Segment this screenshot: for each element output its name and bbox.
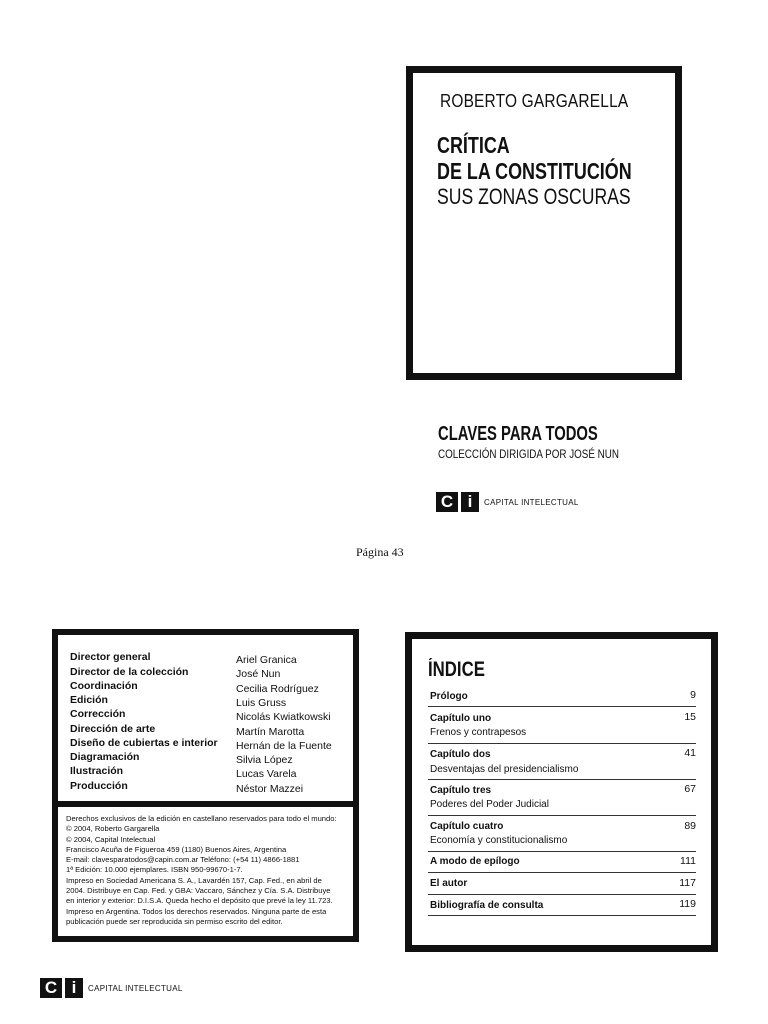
legal-line: 2004. Distribuye en Cap. Fed. y GBA: Vaccaro, Sánchez y Cía. S.A. Distribuye [66,886,331,896]
credit-name: Nicolás Kwiatkowski [236,711,331,723]
index-entry-title: Capítulo tres [430,785,492,796]
series-director: COLECCIÓN DIRIGIDA POR JOSÉ NUN [438,447,619,461]
book-title-line1: CRÍTICA [437,132,510,158]
publisher-logo-bottom [40,978,183,998]
legal-line: Impreso en Argentina. Todos los derechos reservados. Ninguna parte de esta [66,906,327,916]
legal-line: Derechos exclusivos de la edición en castellano reservados para todo el mundo: [66,814,337,823]
index-entry-title: Capítulo cuatro [430,821,504,832]
legal-line: E-mail: clavesparatodos@capin.com.ar Teléfono: (+54 11) 4866-1881 [66,855,300,865]
index-entry-subtitle: Poderes del Poder Judicial [430,799,549,810]
index-rule [428,779,696,780]
credits-divider [52,801,359,807]
index-entry-page: 15 [684,711,696,723]
index-rule [428,706,696,707]
index-rule [428,872,696,873]
legal-line: en interior y exterior: D.I.S.A. Queda hecho el depósito que prevé la ley 11.723. [66,896,333,906]
index-entry-subtitle: Economía y constitucionalismo [430,835,568,846]
credit-role: Director de la colección [70,666,189,678]
logo-c-mark: C [40,978,62,998]
legal-line: Francisco Acuña de Figueroa 459 (1180) Buenos Aires, Argentina [66,844,287,854]
page-number: Página 43 [356,545,404,559]
copyright-notice [66,814,356,927]
series-title: CLAVES PARA TODOS [438,423,598,445]
credit-name: Cecilia Rodríguez [236,683,319,695]
index-entry-title: A modo de epílogo [430,856,520,867]
publisher-name: CAPITAL INTELECTUAL [88,983,183,993]
book-subtitle: SUS ZONAS OSCURAS [437,184,631,209]
index-entry-subtitle: Desventajas del presidencialismo [430,764,579,775]
credit-name: Lucas Varela [236,768,297,780]
legal-line: © 2004, Roberto Gargarella [66,824,160,834]
index-entry-title: El autor [430,878,468,889]
index-entry-title: Capítulo uno [430,713,492,724]
logo-i-mark: i [65,978,83,998]
credit-role: Corrección [70,708,126,720]
index-entry-page: 111 [680,855,696,867]
credit-name: Luis Gruss [236,697,287,709]
index-rule [428,743,696,744]
index-rule [428,915,696,916]
index-entry-title: Prólogo [430,691,468,702]
index-rule [428,851,696,852]
credit-name: Martín Marotta [236,726,305,738]
index-title: ÍNDICE [428,658,485,681]
legal-line: publicación puede ser reproducida sin permiso escrito del editor. [66,916,283,926]
index-rule [428,894,696,895]
credit-role: Diseño de cubiertas e interior [70,737,218,749]
credit-name: José Nun [236,668,281,680]
credit-role: Dirección de arte [70,723,156,735]
credit-role: Edición [70,694,108,706]
legal-line: Impreso en Sociedad Americana S. A., Lavardén 157, Cap. Fed., en abril de [66,875,322,885]
book-author: ROBERTO GARGARELLA [440,91,629,111]
index-entry-title: Bibliografía de consulta [430,900,544,911]
index-entry-page: 41 [684,747,696,759]
index-entry-page: 119 [679,898,696,910]
publisher-name: CAPITAL INTELECTUAL [484,497,579,507]
index-rule [428,815,696,816]
book-title-line2: DE LA CONSTITUCIÓN [437,158,632,184]
publisher-logo [436,492,579,512]
legal-line: 1ª Edición: 10.000 ejemplares. ISBN 950-99670-1-7. [66,865,243,875]
index-entry-subtitle: Frenos y contrapesos [430,727,527,738]
cover-frame [406,66,682,380]
logo-i-mark: i [461,492,479,512]
credit-role: Diagramación [70,751,140,763]
credit-role: Ilustración [70,765,124,777]
credit-role: Coordinación [70,680,138,692]
credit-name: Silvia López [236,754,293,766]
credit-role: Director general [70,651,151,663]
index-entry-title: Capítulo dos [430,749,491,760]
logo-c-mark: C [436,492,458,512]
index-entry-page: 117 [679,877,696,889]
legal-line: © 2004, Capital Intelectual [66,834,156,844]
credit-name: Néstor Mazzei [236,783,304,795]
credit-name: Hernán de la Fuente [236,740,332,752]
index-entry-page: 9 [690,689,696,701]
credit-role: Producción [70,780,128,792]
index-entry-page: 67 [684,783,696,795]
credit-name: Ariel Granica [236,654,297,666]
index-entry-page: 89 [684,820,696,832]
